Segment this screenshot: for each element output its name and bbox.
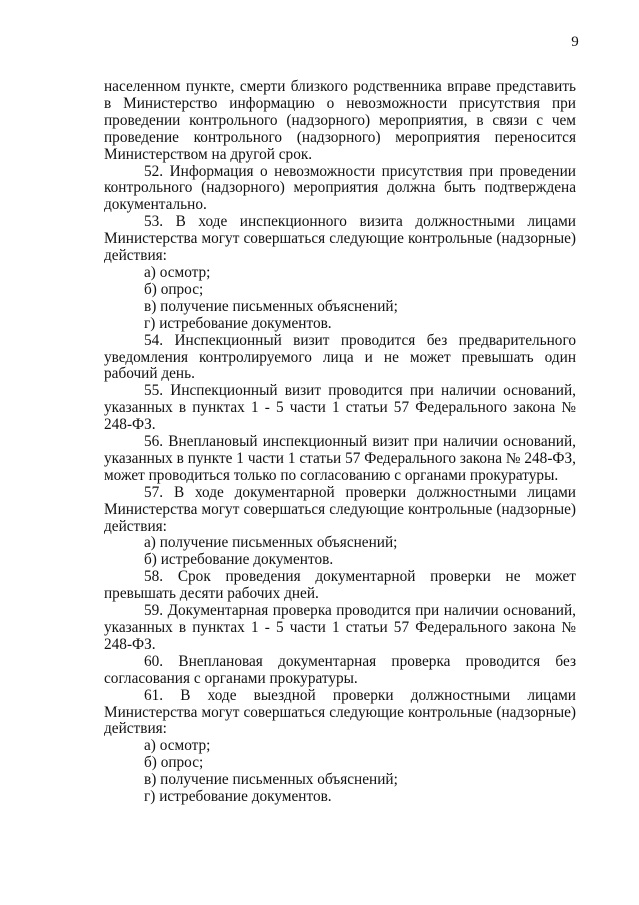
- paragraph-52: 52. Информация о невозможности присутствия при проведении контрольного (надзорного) мероприятия должна быть подтверждена документально.: [104, 162, 576, 214]
- list-item: а) осмотр;: [144, 737, 211, 755]
- paragraph-54: 54. Инспекционный визит проводится без предварительного уведомления контролируемого лица и не может превышать один рабочий день.: [104, 331, 576, 383]
- list-item: б) опрос;: [144, 280, 204, 298]
- document-body: [104, 79, 576, 806]
- list-item: б) опрос;: [144, 754, 204, 772]
- list-item: а) осмотр;: [144, 263, 211, 281]
- paragraph-continuation: населенном пункте, смерти близкого родственника вправе представить в Министерство информацию о невозможности присутствия при проведении контрольного (надзорного) мероприятия, в связи с чем проведение контрольного (надзорного) мероприятия переносится Министерством на другой срок.: [104, 78, 576, 163]
- paragraph-58: 58. Срок проведения документарной проверки не может превышать десяти рабочих дней.: [104, 568, 576, 603]
- list-item: в) получение письменных объяснений;: [144, 771, 398, 789]
- paragraph-61: 61. В ходе выездной проверки должностными лицами Министерства могут совершаться следующие контрольные (надзорные) действия:: [104, 686, 576, 738]
- paragraph-55: 55. Инспекционный визит проводится при наличии оснований, указанных в пунктах 1 - 5 части 1 статьи 57 Федерального закона № 248-ФЗ.: [104, 382, 576, 434]
- list-item: г) истребование документов.: [144, 314, 332, 332]
- list-item: а) получение письменных объяснений;: [144, 534, 398, 552]
- list-item: г) истребование документов.: [144, 788, 332, 806]
- paragraph-59: 59. Документарная проверка проводится при наличии оснований, указанных в пунктах 1 - 5 части 1 статьи 57 Федерального закона № 248-ФЗ.: [104, 602, 576, 653]
- list-item: б) истребование документов.: [144, 551, 334, 569]
- list-item: в) получение письменных объяснений;: [144, 297, 398, 315]
- paragraph-60: 60. Внеплановая документарная проверка проводится без согласования с органами прокуратуры.: [104, 652, 576, 687]
- paragraph-56: 56. Внеплановый инспекционный визит при наличии оснований, указанных в пункте 1 части 1 статьи 57 Федерального закона № 248-ФЗ, может проводиться только по согласованию с органами прокуратуры.: [104, 433, 576, 484]
- paragraph-53: 53. В ходе инспекционного визита должностными лицами Министерства могут совершаться следующие контрольные (надзорные) действия:: [104, 213, 576, 265]
- page-number: 9: [571, 34, 579, 50]
- paragraph-57: 57. В ходе документарной проверки должностными лицами Министерства могут совершаться следующие контрольные (надзорные) действия:: [104, 483, 576, 535]
